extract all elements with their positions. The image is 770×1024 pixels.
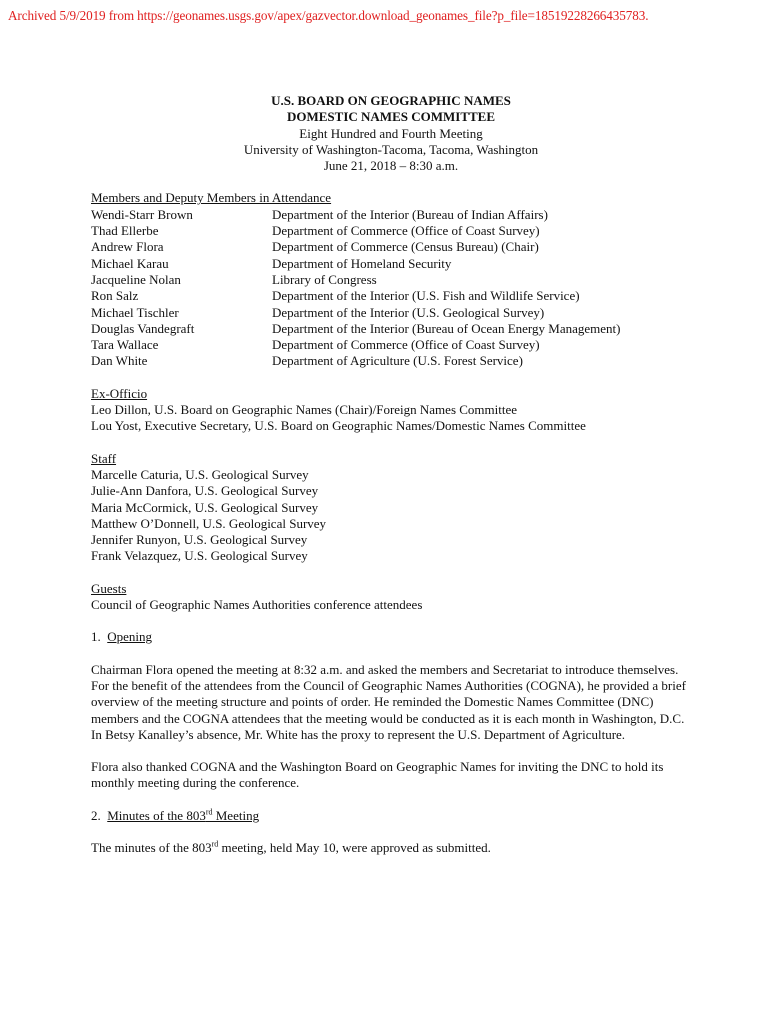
member-name: Thad Ellerbe <box>91 223 159 239</box>
header-committee-title: DOMESTIC NAMES COMMITTEE <box>286 109 496 125</box>
guests-heading: Guests <box>91 580 127 596</box>
ex-officio-heading: Ex-Officio <box>91 385 148 401</box>
member-name: Tara Wallace <box>91 337 159 353</box>
section-2-heading <box>91 808 691 824</box>
header-location: University of Washington-Tacoma, Tacoma, Washington <box>243 141 539 157</box>
section-2-paragraph <box>91 840 691 856</box>
member-row <box>91 288 691 304</box>
member-affiliation: Department of Commerce (Census Bureau) (Chair) <box>272 239 539 255</box>
staff-line: Jennifer Runyon, U.S. Geological Survey <box>91 532 308 548</box>
member-row <box>91 272 691 288</box>
member-name: Michael Tischler <box>91 304 179 320</box>
member-affiliation: Library of Congress <box>272 271 377 287</box>
section-2-para-sup: rd <box>211 839 219 849</box>
member-affiliation: Department of the Interior (U.S. Geological Survey) <box>272 304 545 320</box>
staff-section <box>91 451 691 565</box>
member-affiliation: Department of Commerce (Office of Coast Survey) <box>272 337 540 353</box>
member-row <box>91 321 691 337</box>
member-affiliation: Department of Commerce (Office of Coast Survey) <box>272 223 540 239</box>
section-2-para-suffix: meeting, held May 10, were approved as submitted. <box>218 839 491 855</box>
member-row <box>91 337 691 353</box>
section-2-title-sup: rd <box>205 807 213 817</box>
staff-line: Julie-Ann Danfora, U.S. Geological Survey <box>91 483 319 499</box>
section-1-paragraph-2: Flora also thanked COGNA and the Washington Board on Geographic Names for inviting the DNC to hold its monthly meeting during the conference. <box>91 759 664 791</box>
ex-officio-line: Lou Yost, Executive Secretary, U.S. Board on Geographic Names/Domestic Names Committee <box>91 418 586 434</box>
member-name: Michael Karau <box>91 255 169 271</box>
staff-line: Matthew O’Donnell, U.S. Geological Survey <box>91 515 327 531</box>
section-2-para-text: The minutes of the 803 <box>91 839 212 855</box>
section-2-number: 2. <box>91 807 101 823</box>
members-list <box>91 207 691 370</box>
member-row <box>91 305 691 321</box>
member-affiliation: Department of the Interior (Bureau of Indian Affairs) <box>272 206 548 222</box>
staff-line: Marcelle Caturia, U.S. Geological Survey <box>91 466 309 482</box>
member-row <box>91 223 691 239</box>
guests-line: Council of Geographic Names Authorities conference attendees <box>91 597 423 613</box>
member-row <box>91 239 691 255</box>
section-2-title-suffix: Meeting <box>212 807 260 823</box>
header-meeting-number: Eight Hundred and Fourth Meeting <box>299 125 483 141</box>
section-1-title: Opening <box>107 629 153 645</box>
member-row <box>91 256 691 272</box>
staff-heading: Staff <box>91 450 117 466</box>
member-name: Dan White <box>91 353 148 369</box>
member-name: Douglas Vandegraft <box>91 320 195 336</box>
members-section <box>91 190 691 369</box>
member-affiliation: Department of the Interior (Bureau of Ocean Energy Management) <box>272 320 621 336</box>
header-date: June 21, 2018 – 8:30 a.m. <box>323 158 459 174</box>
member-row <box>91 207 691 223</box>
archive-banner: Archived 5/9/2019 from https://geonames.usgs.gov/apex/gazvector.download_geonames_file?p_file=18519228266435783. <box>8 8 649 23</box>
section-1-paragraph-1: Chairman Flora opened the meeting at 8:32 a.m. and asked the members and Secretariat to introduce themselves. For the benefit of the attendees from the Council of Geographic Names Authorities (COGNA), he provided a brief overview of the meeting structure and points of order. He reminded the Domestic Names Committee (DNC) members and the COGNA attendees that the meeting would be conducted as it is each month in Washington, D.C. In Betsy Kanalley’s absence, Mr. White has the proxy to represent the U.S. Department of Agriculture. <box>91 661 686 742</box>
staff-line: Maria McCormick, U.S. Geological Survey <box>91 499 319 515</box>
member-name: Wendi-Starr Brown <box>91 206 193 222</box>
section-2-title-text: Minutes of the 803 <box>107 807 206 823</box>
ex-officio-section <box>91 386 691 435</box>
member-name: Ron Salz <box>91 288 139 304</box>
member-name: Andrew Flora <box>91 239 164 255</box>
guests-section <box>91 581 691 614</box>
section-2-title <box>107 808 259 823</box>
member-affiliation: Department of Homeland Security <box>272 255 452 271</box>
members-heading: Members and Deputy Members in Attendance <box>91 190 332 206</box>
ex-officio-line: Leo Dillon, U.S. Board on Geographic Names (Chair)/Foreign Names Committee <box>91 402 518 418</box>
member-name: Jacqueline Nolan <box>91 271 181 287</box>
member-affiliation: Department of Agriculture (U.S. Forest Service) <box>272 353 523 369</box>
member-affiliation: Department of the Interior (U.S. Fish and Wildlife Service) <box>272 288 580 304</box>
staff-line: Frank Velazquez, U.S. Geological Survey <box>91 548 308 564</box>
section-1-number: 1. <box>91 629 101 645</box>
section-1-heading <box>91 629 691 645</box>
member-row <box>91 353 691 369</box>
header-board-title: U.S. BOARD ON GEOGRAPHIC NAMES <box>271 93 511 108</box>
document-body <box>91 93 691 856</box>
